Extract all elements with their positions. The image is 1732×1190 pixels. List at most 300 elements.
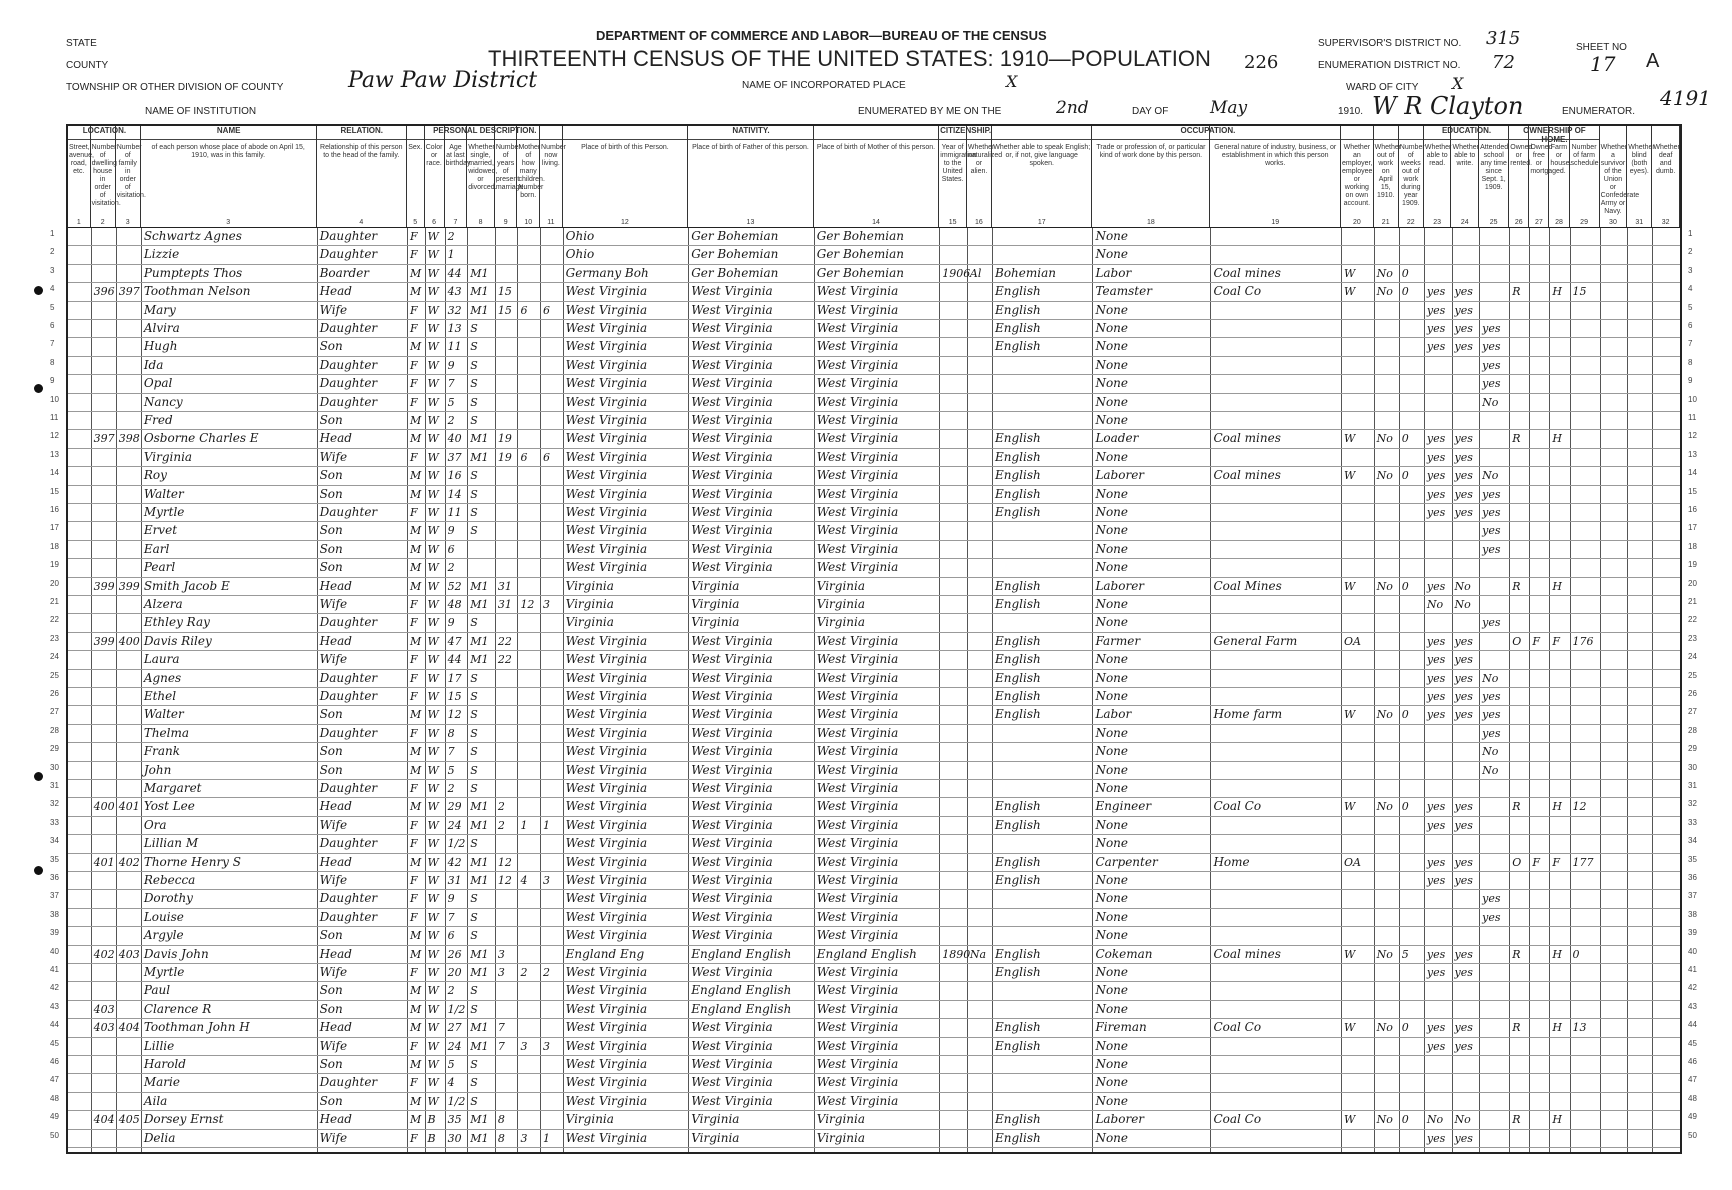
cell-wr bbox=[1452, 1074, 1480, 1091]
cell-sched bbox=[1570, 357, 1600, 374]
cell-nat bbox=[967, 1056, 992, 1073]
line-number-left: 36 bbox=[50, 873, 59, 882]
cell-rel: Daughter bbox=[319, 505, 378, 519]
cell-yrs: 12 bbox=[497, 855, 512, 869]
cell-pob: West Virginia bbox=[565, 1038, 648, 1053]
cell-sex: F bbox=[409, 303, 418, 317]
cell-liv bbox=[540, 522, 563, 539]
ledger-rows bbox=[68, 227, 1680, 1152]
cell-ms: S bbox=[470, 1058, 478, 1071]
cell-dw bbox=[91, 265, 116, 282]
cell-eng: English bbox=[995, 1112, 1041, 1127]
cell-sex: M bbox=[409, 469, 422, 483]
column-number: 20 bbox=[1352, 219, 1361, 226]
cell-own bbox=[1509, 522, 1529, 539]
cell-liv bbox=[540, 927, 563, 944]
cell-ind bbox=[1210, 320, 1341, 337]
cell-ms: M1 bbox=[470, 653, 489, 667]
cell-imm bbox=[939, 596, 967, 613]
cell-rel: Son bbox=[319, 413, 343, 427]
cell-yrs: 7 bbox=[497, 1021, 505, 1035]
column-number: 22 bbox=[1406, 219, 1415, 226]
cell-sch bbox=[1479, 1074, 1509, 1091]
cell-emp bbox=[1341, 449, 1374, 466]
cell-rd: yes bbox=[1426, 303, 1446, 317]
cell-ind bbox=[1210, 1074, 1341, 1091]
cell-fam bbox=[116, 872, 141, 889]
cell-sched bbox=[1570, 486, 1600, 503]
cell-eng bbox=[992, 780, 1092, 797]
cell-eng: English bbox=[995, 1038, 1041, 1053]
cell-emp: W bbox=[1344, 708, 1356, 722]
cell-wr bbox=[1452, 835, 1480, 852]
line-number-left: 14 bbox=[50, 468, 59, 478]
cell-name: Virginia bbox=[143, 449, 193, 464]
cell-ms: M1 bbox=[470, 855, 489, 869]
line-number-left: 39 bbox=[50, 928, 59, 938]
cell-emp bbox=[1341, 338, 1374, 355]
cell-race: W bbox=[427, 1058, 439, 1071]
cell-dw bbox=[91, 394, 116, 411]
cell-liv bbox=[540, 890, 563, 907]
cell-wks bbox=[1399, 982, 1424, 999]
county-label: COUNTY bbox=[66, 60, 109, 71]
cell-ind bbox=[1210, 394, 1341, 411]
cell-ms: M1 bbox=[470, 634, 489, 648]
table-row bbox=[68, 817, 1680, 835]
cell-liv: 6 bbox=[543, 450, 551, 464]
cell-oow: No bbox=[1376, 708, 1393, 722]
cell-name: Alvira bbox=[143, 321, 180, 335]
cell-age: 35 bbox=[447, 1113, 462, 1127]
cell-rel: Head bbox=[319, 284, 352, 299]
cell-own bbox=[1509, 412, 1529, 429]
cell-trade: None bbox=[1095, 394, 1128, 409]
cell-wr: yes bbox=[1454, 634, 1473, 648]
cell-ind bbox=[1210, 909, 1341, 926]
cell-emp bbox=[1341, 1001, 1374, 1018]
cell-ms: M1 bbox=[470, 1131, 489, 1145]
table-row bbox=[68, 964, 1680, 982]
cell-ind bbox=[1210, 504, 1341, 521]
cell-nat bbox=[967, 486, 992, 503]
cell-pob: West Virginia bbox=[565, 541, 648, 556]
cell-sex: M bbox=[409, 929, 422, 943]
cell-sex: M bbox=[409, 800, 422, 814]
cell-sch bbox=[1479, 872, 1509, 889]
cell-own bbox=[1509, 1093, 1529, 1110]
cell-pom: West Virginia bbox=[816, 909, 899, 924]
cell-pom: West Virginia bbox=[816, 1093, 899, 1108]
cell-sched bbox=[1570, 1074, 1600, 1091]
cell-own bbox=[1509, 1074, 1529, 1091]
cell-wr bbox=[1452, 394, 1480, 411]
cell-fh bbox=[1549, 835, 1569, 852]
cell-eng bbox=[992, 1056, 1092, 1073]
cell-ms: S bbox=[470, 763, 478, 777]
cell-sex: M bbox=[409, 745, 422, 759]
cell-pom: West Virginia bbox=[816, 799, 899, 814]
cell-ind bbox=[1210, 890, 1341, 907]
column-header bbox=[467, 126, 498, 227]
cell-pom: West Virginia bbox=[816, 541, 899, 556]
cell-ind: Coal Co bbox=[1213, 799, 1262, 814]
cell-liv: 6 bbox=[543, 303, 551, 317]
cell-oow bbox=[1374, 338, 1399, 355]
cell-eng: English bbox=[995, 854, 1041, 869]
cell-fh: H bbox=[1552, 947, 1563, 961]
cell-nat bbox=[967, 982, 992, 999]
cell-sex: F bbox=[409, 837, 418, 851]
cell-emp bbox=[1341, 670, 1374, 687]
cell-race: W bbox=[427, 266, 439, 280]
cell-name: Agnes bbox=[143, 670, 182, 685]
column-header-label: Age at last birthday. bbox=[445, 144, 472, 167]
cell-sch bbox=[1479, 835, 1509, 852]
supervisor-district-label: SUPERVISOR'S DISTRICT NO. bbox=[1318, 38, 1462, 49]
cell-own bbox=[1509, 780, 1529, 797]
cell-pof: West Virginia bbox=[691, 1093, 773, 1108]
cell-pom: West Virginia bbox=[816, 321, 899, 335]
cell-own bbox=[1509, 596, 1529, 613]
cell-sex: F bbox=[409, 450, 418, 464]
cell-wks: 5 bbox=[1401, 947, 1409, 961]
cell-fh bbox=[1549, 246, 1569, 263]
cell-fh bbox=[1549, 817, 1569, 834]
incorporated-place-value: X bbox=[1006, 72, 1018, 91]
cell-age: 43 bbox=[447, 285, 462, 299]
cell-wr bbox=[1452, 357, 1480, 374]
cell-imm bbox=[939, 982, 967, 999]
cell-sex: M bbox=[409, 1094, 422, 1108]
cell-ms: S bbox=[470, 358, 478, 372]
cell-sched bbox=[1570, 302, 1600, 319]
cell-rel: Son bbox=[319, 983, 343, 998]
cell-yrs: 2 bbox=[497, 818, 505, 832]
table-row bbox=[68, 394, 1680, 412]
cell-pom: West Virginia bbox=[816, 689, 899, 703]
cell-rd: yes bbox=[1426, 450, 1446, 464]
cell-pom: West Virginia bbox=[816, 891, 899, 906]
cell-nat bbox=[967, 467, 992, 484]
line-number-left: 37 bbox=[50, 891, 59, 901]
line-number-right: 16 bbox=[1688, 505, 1697, 514]
column-header-label: Number of weeks out of work during year 1909. bbox=[1399, 144, 1425, 207]
cell-rel: Head bbox=[319, 431, 352, 446]
cell-wr bbox=[1452, 412, 1480, 429]
line-number-right: 23 bbox=[1688, 633, 1697, 643]
cell-liv bbox=[540, 486, 563, 503]
cell-born bbox=[517, 246, 540, 263]
cell-sch bbox=[1479, 246, 1509, 263]
cell-nat bbox=[967, 1093, 992, 1110]
cell-age: 24 bbox=[447, 1039, 462, 1053]
cell-trade: None bbox=[1095, 817, 1128, 832]
cell-pom: West Virginia bbox=[816, 725, 899, 740]
cell-ind: General Farm bbox=[1213, 633, 1298, 648]
cell-sched bbox=[1570, 651, 1600, 668]
cell-wks bbox=[1399, 504, 1424, 521]
cell-wr: yes bbox=[1454, 506, 1473, 519]
cell-fam bbox=[116, 762, 141, 779]
column-header bbox=[445, 126, 472, 227]
cell-rd: No bbox=[1426, 1113, 1444, 1127]
cell-wr: yes bbox=[1454, 690, 1473, 703]
cell-eng: English bbox=[995, 817, 1041, 832]
cell-sex: M bbox=[409, 561, 422, 575]
cell-race: W bbox=[427, 1039, 439, 1053]
state-label: STATE bbox=[66, 38, 97, 49]
cell-imm bbox=[939, 890, 967, 907]
cell-fam bbox=[116, 541, 141, 558]
cell-fam bbox=[116, 614, 141, 631]
cell-trade: Laborer bbox=[1095, 578, 1145, 593]
cell-nat: Na bbox=[969, 947, 987, 961]
cell-rel: Daughter bbox=[319, 1075, 378, 1090]
cell-liv bbox=[540, 1074, 563, 1091]
cell-eng: English bbox=[995, 284, 1041, 299]
cell-age: 11 bbox=[447, 340, 462, 354]
cell-age: 12 bbox=[447, 708, 462, 722]
cell-oow: No bbox=[1376, 800, 1393, 814]
cell-trade: None bbox=[1095, 725, 1128, 740]
column-header bbox=[1210, 126, 1341, 227]
line-number-right: 12 bbox=[1688, 431, 1697, 441]
cell-age: 5 bbox=[447, 395, 455, 409]
cell-imm bbox=[939, 578, 967, 595]
cell-dw: 399 bbox=[93, 579, 115, 593]
cell-trade: None bbox=[1095, 449, 1128, 464]
cell-liv bbox=[540, 743, 563, 760]
cell-born bbox=[517, 982, 540, 999]
cell-ms: S bbox=[470, 506, 478, 519]
cell-oow bbox=[1374, 651, 1399, 668]
cell-yrs bbox=[495, 743, 518, 760]
cell-pof: West Virginia bbox=[691, 357, 773, 372]
cell-sex: M bbox=[409, 266, 422, 280]
cell-rd bbox=[1424, 614, 1452, 631]
cell-oow bbox=[1374, 559, 1399, 576]
cell-fam bbox=[116, 927, 141, 944]
cell-fm bbox=[1529, 320, 1549, 337]
cell-ms: S bbox=[470, 395, 478, 409]
cell-pof: Virginia bbox=[691, 1112, 740, 1127]
line-number-right: 1 bbox=[1688, 229, 1693, 238]
cell-rd: yes bbox=[1426, 506, 1446, 519]
cell-imm bbox=[939, 467, 967, 484]
cell-rel: Wife bbox=[319, 965, 348, 979]
cell-born bbox=[517, 578, 540, 595]
cell-yrs bbox=[495, 835, 518, 852]
cell-age: 7 bbox=[447, 745, 455, 759]
table-row bbox=[68, 246, 1680, 264]
cell-race: W bbox=[427, 248, 439, 262]
line-number-left: 35 bbox=[50, 854, 59, 864]
cell-wr: yes bbox=[1454, 818, 1473, 832]
institution-label: NAME OF INSTITUTION bbox=[145, 106, 257, 117]
column-header bbox=[1092, 126, 1210, 227]
cell-fam bbox=[116, 559, 141, 576]
cell-fh bbox=[1549, 927, 1569, 944]
cell-name: Ida bbox=[143, 357, 164, 372]
cell-sched bbox=[1570, 614, 1600, 631]
cell-rd: No bbox=[1426, 598, 1444, 611]
cell-dw bbox=[91, 522, 116, 539]
cell-nat bbox=[967, 1074, 992, 1091]
cell-pof: West Virginia bbox=[691, 781, 773, 795]
line-number-left: 11 bbox=[50, 413, 59, 422]
cell-race: W bbox=[427, 653, 439, 667]
cell-ind bbox=[1210, 872, 1341, 889]
cell-wks bbox=[1399, 449, 1424, 466]
line-number-right: 27 bbox=[1688, 707, 1697, 717]
cell-yrs bbox=[495, 320, 518, 337]
cell-age: 42 bbox=[447, 855, 462, 869]
line-number-left: 3 bbox=[50, 265, 55, 275]
cell-sched bbox=[1570, 982, 1600, 999]
line-number-left: 44 bbox=[50, 1020, 59, 1030]
cell-fm bbox=[1529, 651, 1549, 668]
cell-sch bbox=[1479, 430, 1509, 447]
cell-fm bbox=[1529, 596, 1549, 613]
cell-fm bbox=[1529, 927, 1549, 944]
cell-rd bbox=[1424, 909, 1452, 926]
cell-pob: England Eng bbox=[565, 946, 645, 961]
cell-nat bbox=[967, 633, 992, 650]
cell-imm bbox=[939, 817, 967, 834]
cell-dw bbox=[91, 872, 116, 889]
table-row bbox=[68, 449, 1680, 467]
cell-rd bbox=[1424, 394, 1452, 411]
cell-own bbox=[1509, 375, 1529, 392]
line-number-left: 29 bbox=[50, 744, 59, 754]
cell-race: W bbox=[427, 542, 439, 556]
cell-nat bbox=[967, 854, 992, 871]
cell-yrs bbox=[495, 670, 518, 687]
cell-sex: F bbox=[409, 782, 418, 795]
cell-own bbox=[1509, 743, 1529, 760]
cell-rel: Daughter bbox=[319, 781, 378, 795]
cell-fh bbox=[1549, 320, 1569, 337]
cell-pof: West Virginia bbox=[691, 284, 773, 299]
cell-race: W bbox=[427, 1076, 439, 1090]
cell-liv bbox=[540, 412, 563, 429]
cell-fm bbox=[1529, 725, 1549, 742]
line-number-left: 50 bbox=[50, 1130, 59, 1140]
cell-pof: West Virginia bbox=[691, 321, 773, 335]
cell-own bbox=[1509, 228, 1529, 245]
cell-fm bbox=[1529, 614, 1549, 631]
cell-yrs bbox=[495, 559, 518, 576]
cell-own: R bbox=[1512, 1021, 1521, 1035]
cell-yrs: 19 bbox=[497, 450, 512, 464]
cell-fm bbox=[1529, 909, 1549, 926]
cell-sex: F bbox=[409, 395, 418, 409]
column-header bbox=[1424, 126, 1452, 227]
cell-oow bbox=[1374, 1038, 1399, 1055]
table-row bbox=[68, 725, 1680, 743]
cell-ind bbox=[1210, 835, 1341, 852]
line-number-right: 6 bbox=[1688, 321, 1693, 330]
column-header-label: Sex. bbox=[408, 144, 423, 151]
cell-ind bbox=[1210, 927, 1341, 944]
line-number-right: 31 bbox=[1688, 781, 1697, 790]
line-number-left: 41 bbox=[50, 965, 59, 974]
cell-fm bbox=[1529, 486, 1549, 503]
cell-oow bbox=[1374, 1074, 1399, 1091]
cell-fh bbox=[1549, 1038, 1569, 1055]
line-number-left: 15 bbox=[50, 486, 59, 496]
cell-liv bbox=[540, 614, 563, 631]
cell-trade: None bbox=[1095, 891, 1128, 906]
cell-pom: West Virginia bbox=[816, 1001, 899, 1016]
cell-wr bbox=[1452, 541, 1480, 558]
cell-nat bbox=[967, 1111, 992, 1128]
column-number: 31 bbox=[1635, 219, 1644, 226]
cell-wks bbox=[1399, 890, 1424, 907]
cell-own bbox=[1509, 302, 1529, 319]
cell-pof: West Virginia bbox=[691, 560, 773, 575]
table-row bbox=[68, 982, 1680, 1000]
cell-oow bbox=[1374, 522, 1399, 539]
cell-name: Alzera bbox=[143, 597, 183, 611]
cell-oow bbox=[1374, 1001, 1399, 1018]
cell-eng: English bbox=[995, 707, 1041, 722]
cell-trade: None bbox=[1095, 1057, 1128, 1071]
cell-name: Frank bbox=[143, 744, 181, 759]
cell-eng bbox=[992, 614, 1092, 631]
cell-sex: F bbox=[409, 377, 418, 391]
column-number: 32 bbox=[1661, 219, 1670, 226]
cell-wr: yes bbox=[1454, 432, 1473, 446]
cell-wks bbox=[1399, 872, 1424, 889]
cell-sex: M bbox=[409, 542, 422, 556]
cell-ms: M1 bbox=[470, 1021, 489, 1035]
cell-emp bbox=[1341, 357, 1374, 374]
column-header bbox=[1549, 126, 1572, 227]
cell-emp bbox=[1341, 228, 1374, 245]
cell-ms: M1 bbox=[470, 450, 489, 464]
cell-oow: No bbox=[1376, 947, 1393, 961]
line-number-right: 14 bbox=[1688, 468, 1697, 478]
cell-ms: S bbox=[470, 1002, 478, 1016]
cell-pom: West Virginia bbox=[816, 468, 899, 483]
cell-pof: West Virginia bbox=[691, 799, 773, 814]
table-row bbox=[68, 302, 1680, 320]
cell-own: O bbox=[1512, 855, 1522, 869]
column-number: 28 bbox=[1555, 219, 1563, 226]
cell-trade: None bbox=[1095, 357, 1128, 372]
cell-pom: West Virginia bbox=[816, 376, 899, 391]
cell-ind bbox=[1210, 486, 1341, 503]
cell-name: Yost Lee bbox=[143, 799, 195, 814]
cell-eng: English bbox=[995, 339, 1041, 354]
cell-fh bbox=[1549, 467, 1569, 484]
line-number-right: 9 bbox=[1688, 376, 1693, 386]
cell-ms: S bbox=[470, 616, 478, 630]
cell-race: W bbox=[427, 450, 439, 464]
line-number-left: 43 bbox=[50, 1001, 59, 1011]
cell-nat: Al bbox=[969, 266, 982, 280]
cell-eng bbox=[992, 375, 1092, 392]
cell-race: W bbox=[427, 726, 439, 740]
cell-pob: West Virginia bbox=[565, 928, 648, 943]
cell-pom: West Virginia bbox=[816, 1038, 899, 1053]
cell-pof: West Virginia bbox=[691, 891, 773, 906]
cell-race: W bbox=[427, 524, 439, 538]
cell-pom: West Virginia bbox=[816, 1020, 899, 1035]
cell-nat bbox=[967, 1130, 992, 1147]
